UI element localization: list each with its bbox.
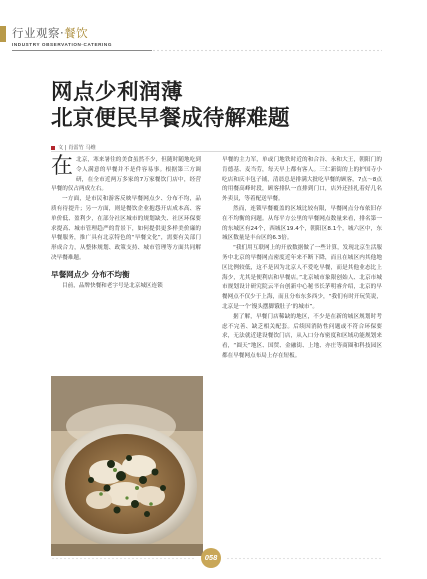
dumpling-photo-icon [51,376,203,556]
title-line-2: 北京便民早餐成待解难题 [51,106,290,131]
paragraph: “我们用互联网上的开放数据做了一些计算，发现北京生活服务中北京的早餐网点密度近年来不断下降，而且在城区内其他地区比例较低，这不是因为北京人不爱吃早餐，而是其他业态比上海少，尤其是便利店和早餐店。”北京城市象限创始人、北京市城市规划设计研究院云平台创新中心秘书长茅明睿介绍，北京的早餐网点不仅少于上海，而且分布东多西少，“我们有时开玩笑说，北京是一个‘馒头摆脚饿肚子’的城市”。 [222,245,382,310]
section-title-main: 行业观察· [12,26,65,40]
dropcap: 在 [51,154,74,179]
right-column [222,156,382,362]
left-column [51,156,201,291]
byline-rule [51,151,381,152]
section-title [12,25,88,41]
header-strip [0,26,6,42]
header-rule [12,50,152,51]
footer-dots-right [226,557,382,560]
article-photo [51,376,203,556]
footer-dots-left [51,557,195,560]
paragraph-text: 北京，寒来暑往的美食虽然不少，但随时随地吃到令人满意的早餐并不是件容易事。根据第三方调研，在全市近两万多家的7万家餐饮门店中，经营早餐的仅占两成左右。 [51,157,201,193]
section-subtitle-en: INDUSTRY OBSERVATION·CATERING [12,42,113,47]
paragraph: 一方面，是市民和游客反映早餐网点少、分布不均，品质有待提升；另一方面，则是餐饮企业抱怨开店成本高、客单价低、盈利少，在部分社区城市的规划缺失、社区环保要求提高、城市管理趋严的背景下，如何提供更多样美价廉的早餐服务，推广具有北京特色的“早餐文化”，需要有关部门形成合力，从整体规划、政策支持、城市管理等方面共同解决早餐难题。 [51,196,201,261]
section-title-accent: 餐饮 [64,26,89,40]
article-title [51,80,290,132]
paragraph: 据了解，早餐门店稀缺的地区，不少是在新的城区规划时考虑不完善、缺乏相关配套。后续因消防性问题或不符合环保要求，无法就近建设餐饮门店，从入口分布密度和区域功能规划来看，“圆天”地区、国贸、金融街、上地、亦庄等商圈和科技园区都在早餐网点布局上存在短板。 [222,313,382,359]
byline-text: 文 | 肖雷竹 马维 [58,145,96,151]
paragraph: 早餐的主力军，单或门地铁时近的和合谷、永和大王，朝阳门的肯德基、麦当劳，每天早上都有客人。三仁新街的上的护国寺小吃店和庆丰包子铺，清晨总是排满大批吃早餐的顾客，7点～8点的用餐高峰时段，顾客排队一直排到门口，店外还挂扎着好几名外卖员，等着配送早餐。 [222,157,382,203]
byline [51,144,96,151]
paragraph: 然而，连锁早餐覆盖的区域比较有限，早餐网点分布依旧存在不均衡的问题。从每平方公里的早餐网点数量来看，排名第一的东城区有24个，西城区19.4个，朝阳区8.1个，城六区中，东城区数量是丰台区的6.3倍。 [222,205,382,242]
title-line-1: 网点少利润薄 [51,80,184,105]
paragraph [51,156,201,195]
header-dots [152,49,382,52]
paragraph: 目前，品牌快餐和老字号是北京城区连锁 [62,282,163,289]
subhead: 早餐网点少 分布不均衡 [51,269,130,279]
page-number: 058 [204,553,218,562]
byline-marker [51,146,55,150]
